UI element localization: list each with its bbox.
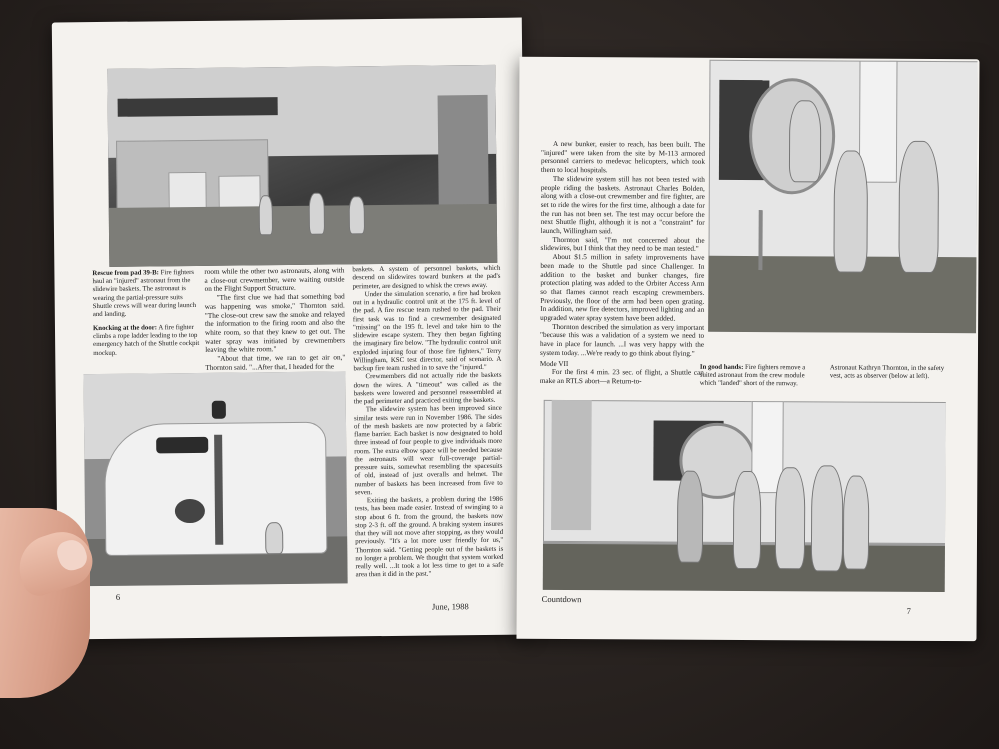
right-col1-p4: About $1.5 million in safety improvements have been made to the Shuttle pad since Challenger. In addition to the basket and bunker changes, fire protection plating was added to the Orbiter Access Arm so that flames cannot reach escaping crewmembers. Previously, the floor of the arm had been open grating. In addition, new fire detectors, improved lighting and an upgraded water spray system have been added. — [540, 253, 705, 323]
mode-body: For the first 4 min. 23 sec. of flight, a Shuttle can make an RTLS abort—a Return-to- — [539, 368, 704, 386]
caption-knock-body: A fire fighter climbs a rope ladder leading to the top emergency hatch of the Shuttle cockpit mockup. — [93, 324, 200, 357]
left-column-3 — [352, 265, 503, 580]
caption-knock — [93, 324, 201, 358]
left-page — [52, 18, 528, 640]
photo-pad-rescue — [107, 65, 497, 267]
right-col1-p5: Thornton described the simulation as very important "because this was a validation of a system we need to have in place for launch. ...I was very happy with the system today. ...We're ready to go think about flying." — [539, 322, 705, 358]
caption-rescue-head: Rescue from pad 39-B: — [92, 269, 159, 278]
caption-hands-head: In good hands: — [699, 363, 744, 371]
left-page-date: June, 1988 — [431, 601, 469, 612]
right-col1-p3: Thornton said, "I'm not concerned about the slidewires, but I think that they need to be man tested." — [540, 235, 705, 254]
mode-heading: Mode VII — [539, 359, 569, 368]
right-page-number: 7 — [906, 605, 911, 616]
left-page-number: 6 — [115, 591, 121, 602]
right-footer-title: Countdown — [541, 593, 582, 605]
caption-knock-head: Knocking at the door: — [92, 324, 158, 333]
photo-crew-removed — [543, 400, 946, 592]
caption-thornton-body: Astronaut Kathryn Thornton, in the safety vest, acts as observer (below at left). — [829, 364, 945, 381]
caption-rescue-body: Fire fighters haul an "injured" astronaut from the slidewire baskets. The astronaut is wearing the partial-pressure suits Shuttle crews will wear during launch and landing. — [92, 269, 197, 319]
col3-p5: Exiting the baskets, a problem during the 1986 tests, has been made easier. Instead of swinging to a stop about 6 ft. from the ground, the baskets now stop 2-3 ft. off the ground. A braking system insures that they will not move after stopping, as they would previously. "It's a lot more user friendly for us," Thornton said. "Getting people out of the baskets is no longer a problem. We thought that system worked really well. ...It took a lot less time to get to a safe area than it did in the past." — [354, 495, 504, 579]
right-page — [516, 57, 979, 641]
caption-hands — [700, 364, 812, 389]
col3-p3: Crewmembers did not actually ride the baskets down the wires. A "timeout" was called as the baskets were lowered and personnel reassembled at the pad perimeter and practiced exiting the baskets. — [353, 372, 502, 406]
right-column-1 — [540, 140, 705, 387]
col2-p3: "About that time, we ran to get air on," Thornton said. "...After that, I headed for the — [205, 353, 346, 372]
caption-rescue — [92, 269, 201, 319]
caption-thornton — [830, 364, 948, 381]
caption-hands-body: Fire fighters remove a suited astronaut from the crew module which "landed" short of the runway. — [699, 363, 806, 388]
left-column-2 — [204, 266, 345, 372]
right-col1-p1: A new bunker, easier to reach, has been built. The "injured" were taken from the site by M-113 armored personnel carriers to medevac helicopters, which took them to local hospitals. — [540, 139, 706, 175]
col3-p4: The slidewire system has been improved since similar tests were run in November 1986. The sides of the mesh baskets are now protected by a fabric flame barrier. Each basket is now designated to hold three instead of four people to give individuals more room. The extra elbow space will be needed because the astronauts will wear full-coverage partial-pressure suits, somewhat resembling the spacesuits of old, instead of just overalls and helmet. The number of baskets has been increased from five to seven. — [353, 405, 503, 497]
col2-p2: "The first clue we had that something bad was happening was smoke," Thornton said. "The close-out crew saw the smoke and relayed the information to the firing room and also the white room, so that they knew to get out. The water spray was initiated by crewmembers leaving the white room." — [204, 292, 346, 355]
col2-p1: room while the other two astronauts, along with a close-out crewmember, were waiting outside on the Flight Support Structure. — [204, 266, 345, 294]
right-col1-p2: The slidewire system still has not been tested with people riding the baskets. Astronaut Charles Bolden, along with a close-out crewmember and fire fighter, are set to ride the wires for the first time, although a date for the run has not been set. The test may occur before the next Shuttle flight, although it is not a "constraint" for launch, Willingham said. — [540, 174, 705, 236]
col3-p2: Under the simulation scenario, a fire had broken out in a hydraulic control unit at the 175 ft. level of the pad. A fire rescue team rushed to the pad. Their first task was to find a crewmember designated "missing" on the 195 ft. level and take him to the slidewire escape system. They then began fighting the imaginary fire below. "The hydraulic control unit exploded injuring four of those fire fighters," Terry Willingham, KSC test director, said of scenario. A backup fire team rushed in to save the "injured." — [352, 289, 502, 373]
photo-cockpit-mockup — [83, 371, 347, 586]
col3-p1: baskets. A system of personnel baskets, which descend on slidewires toward bunkers at the pad's perimeter, are designed to whisk the crews away. — [352, 264, 501, 290]
photo-crew-module-hatch — [708, 60, 977, 333]
